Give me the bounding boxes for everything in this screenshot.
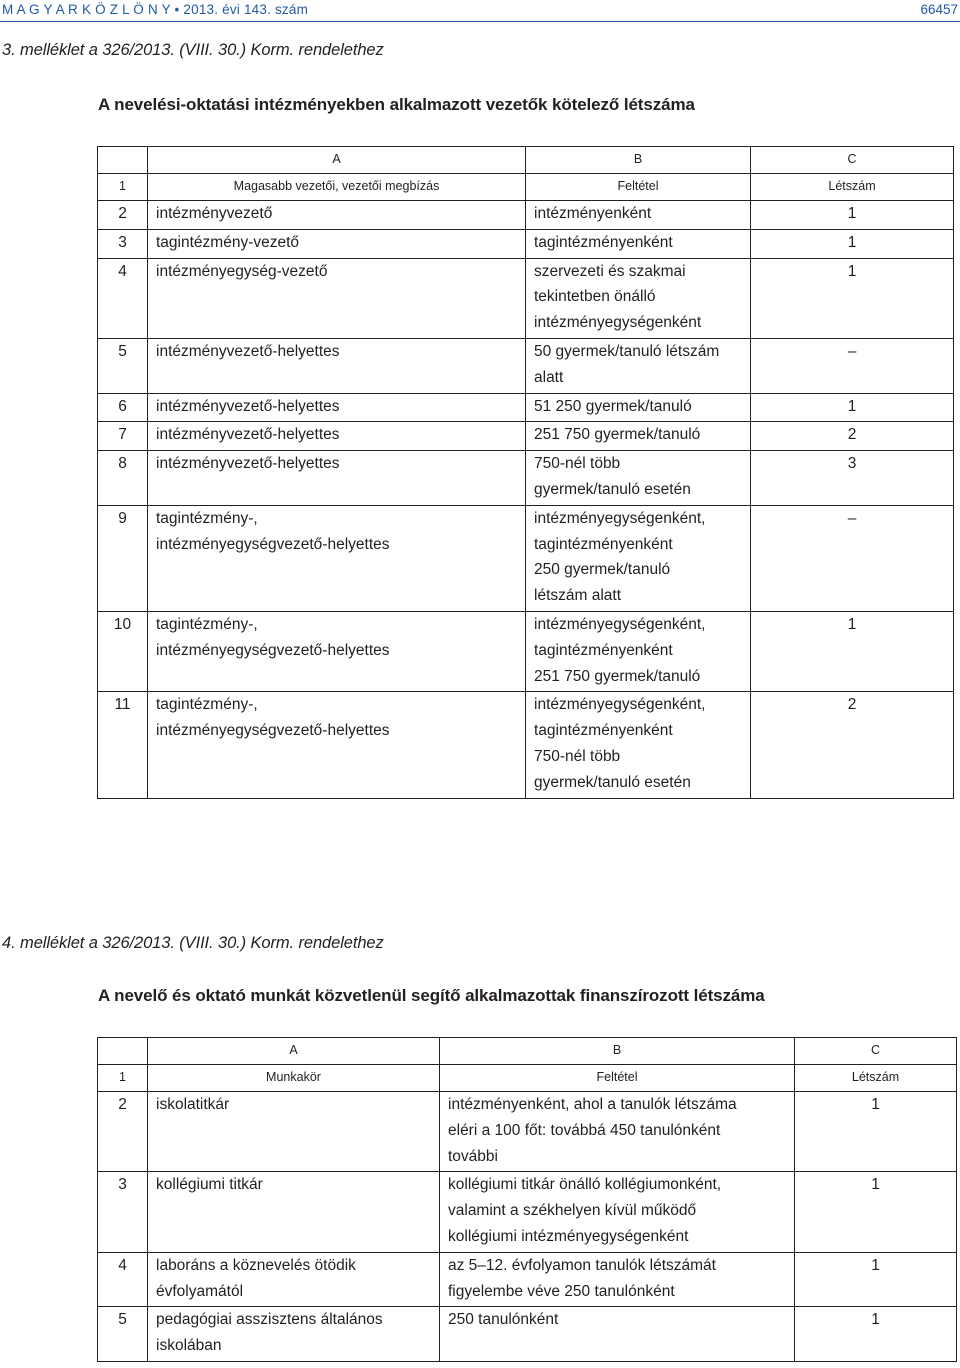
column-letter: A bbox=[148, 147, 526, 174]
cell-c: 1 bbox=[751, 258, 954, 338]
cell-b: szervezeti és szakmai tekintetben önálló intézményegységenként bbox=[526, 258, 751, 338]
cell-c: – bbox=[751, 505, 954, 611]
cell-a: intézményvezető-helyettes bbox=[148, 451, 526, 506]
corner-cell bbox=[98, 147, 148, 174]
row-number: 1 bbox=[98, 1065, 148, 1092]
column-letters-row bbox=[98, 147, 954, 174]
table-row bbox=[98, 422, 954, 451]
cell-c: 2 bbox=[751, 692, 954, 798]
column-header-row bbox=[98, 1065, 957, 1092]
row-number: 3 bbox=[98, 1172, 148, 1252]
column-letter: B bbox=[440, 1038, 795, 1065]
table-row bbox=[98, 611, 954, 691]
column-header: Létszám bbox=[795, 1065, 957, 1092]
row-number: 3 bbox=[98, 229, 148, 258]
cell-a: intézményegység-vezető bbox=[148, 258, 526, 338]
column-letter: C bbox=[751, 147, 954, 174]
cell-a: laboráns a köznevelés ötödik évfolyamától bbox=[148, 1252, 440, 1307]
cell-c: 1 bbox=[795, 1307, 957, 1362]
column-header-row bbox=[98, 174, 954, 201]
cell-b: intézményenként, ahol a tanulók létszáma eléri a 100 főt: továbbá 450 tanulónként további bbox=[440, 1092, 795, 1172]
cell-b: intézményegységenként, tagintézményenként 250 gyermek/tanuló létszám alatt bbox=[526, 505, 751, 611]
table-row bbox=[98, 338, 954, 393]
cell-a: pedagógiai asszisztens általános iskolában bbox=[148, 1307, 440, 1362]
cell-a: tagintézmény-vezető bbox=[148, 229, 526, 258]
cell-c: 1 bbox=[795, 1092, 957, 1172]
annex3-reference: 3. melléklet a 326/2013. (VIII. 30.) Korm. rendelethez bbox=[2, 41, 384, 59]
cell-b: 50 gyermek/tanuló létszám alatt bbox=[526, 338, 751, 393]
publication-title: M A G Y A R K Ö Z L Ö N Y • 2013. évi 143. szám bbox=[2, 2, 309, 17]
corner-cell bbox=[98, 1038, 148, 1065]
table-row bbox=[98, 1092, 957, 1172]
table-row bbox=[98, 393, 954, 422]
cell-b: tagintézményenként bbox=[526, 229, 751, 258]
cell-c: 2 bbox=[751, 422, 954, 451]
row-number: 9 bbox=[98, 505, 148, 611]
column-letter: C bbox=[795, 1038, 957, 1065]
table-row bbox=[98, 505, 954, 611]
cell-c: 1 bbox=[751, 201, 954, 230]
cell-c: 1 bbox=[795, 1252, 957, 1307]
cell-a: intézményvezető bbox=[148, 201, 526, 230]
cell-a: tagintézmény-, intézményegységvezető-helyettes bbox=[148, 505, 526, 611]
cell-b: intézményegységenként, tagintézményenként 251 750 gyermek/tanuló bbox=[526, 611, 751, 691]
annex3-title: A nevelési-oktatási intézményekben alkalmazott vezetők kötelező létszáma bbox=[98, 95, 695, 114]
page-number: 66457 bbox=[920, 2, 958, 17]
column-header: Feltétel bbox=[526, 174, 751, 201]
cell-c: 3 bbox=[751, 451, 954, 506]
header-rule bbox=[0, 21, 960, 22]
column-letter: B bbox=[526, 147, 751, 174]
cell-c: 1 bbox=[751, 611, 954, 691]
cell-b: 250 tanulónként bbox=[440, 1307, 795, 1362]
row-number: 7 bbox=[98, 422, 148, 451]
cell-b: 51 250 gyermek/tanuló bbox=[526, 393, 751, 422]
row-number: 6 bbox=[98, 393, 148, 422]
column-header: Létszám bbox=[751, 174, 954, 201]
cell-b: 251 750 gyermek/tanuló bbox=[526, 422, 751, 451]
column-header: Magasabb vezetői, vezetői megbízás bbox=[148, 174, 526, 201]
cell-a: tagintézmény-, intézményegységvezető-helyettes bbox=[148, 692, 526, 798]
cell-c: 1 bbox=[751, 229, 954, 258]
table-row bbox=[98, 1252, 957, 1307]
annex4-reference: 4. melléklet a 326/2013. (VIII. 30.) Korm. rendelethez bbox=[2, 934, 384, 952]
row-number: 10 bbox=[98, 611, 148, 691]
row-number: 1 bbox=[98, 174, 148, 201]
cell-a: kollégiumi titkár bbox=[148, 1172, 440, 1252]
cell-a: tagintézmény-, intézményegységvezető-helyettes bbox=[148, 611, 526, 691]
cell-b: intézményenként bbox=[526, 201, 751, 230]
running-header bbox=[0, 0, 960, 22]
cell-b: 750-nél több gyermek/tanuló esetén bbox=[526, 451, 751, 506]
row-number: 2 bbox=[98, 201, 148, 230]
row-number: 4 bbox=[98, 258, 148, 338]
table-row bbox=[98, 229, 954, 258]
cell-a: intézményvezető-helyettes bbox=[148, 338, 526, 393]
column-letter: A bbox=[148, 1038, 440, 1065]
column-letters-row bbox=[98, 1038, 957, 1065]
cell-b: intézményegységenként, tagintézményenként 750-nél több gyermek/tanuló esetén bbox=[526, 692, 751, 798]
cell-a: intézményvezető-helyettes bbox=[148, 393, 526, 422]
cell-c: 1 bbox=[751, 393, 954, 422]
table-row bbox=[98, 1172, 957, 1252]
cell-a: iskolatitkár bbox=[148, 1092, 440, 1172]
table-row bbox=[98, 692, 954, 798]
table-row bbox=[98, 451, 954, 506]
cell-b: az 5–12. évfolyamon tanulók létszámát figyelembe véve 250 tanulónként bbox=[440, 1252, 795, 1307]
row-number: 4 bbox=[98, 1252, 148, 1307]
cell-b: kollégiumi titkár önálló kollégiumonként, valamint a székhelyen kívül működő kollégiumi intézményegységenként bbox=[440, 1172, 795, 1252]
table-row bbox=[98, 1307, 957, 1362]
annex4-table bbox=[97, 1037, 957, 1362]
row-number: 8 bbox=[98, 451, 148, 506]
table-row bbox=[98, 201, 954, 230]
column-header: Feltétel bbox=[440, 1065, 795, 1092]
cell-c: – bbox=[751, 338, 954, 393]
column-header: Munkakör bbox=[148, 1065, 440, 1092]
annex3-table bbox=[97, 146, 954, 799]
cell-a: intézményvezető-helyettes bbox=[148, 422, 526, 451]
cell-c: 1 bbox=[795, 1172, 957, 1252]
row-number: 11 bbox=[98, 692, 148, 798]
row-number: 5 bbox=[98, 338, 148, 393]
table-row bbox=[98, 258, 954, 338]
row-number: 5 bbox=[98, 1307, 148, 1362]
row-number: 2 bbox=[98, 1092, 148, 1172]
annex4-title: A nevelő és oktató munkát közvetlenül segítő alkalmazottak finanszírozott létszáma bbox=[98, 986, 765, 1005]
